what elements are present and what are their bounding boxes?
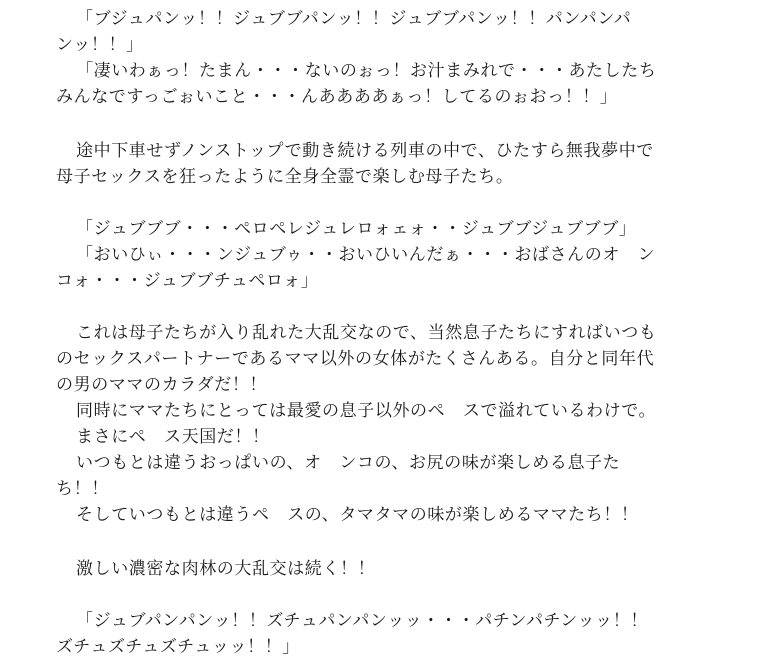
text-line: 「ジュブパンパンッ！！ズチュパンパンッッ・・・パチンパチンッッ！！	[76, 611, 648, 631]
text-line: の男のママのカラダだ！！	[56, 375, 268, 395]
text-line: 「ブジュパンッ！！ジュブブパンッ！！ジュブブパンッ！！パンパンパ	[76, 9, 632, 29]
text-line: これは母子たちが入り乱れた大乱交なので、当然息子たちにすればいつも	[76, 323, 657, 343]
text-line: 同時にママたちにとっては最愛の息子以外のペ スで溢れているわけで。	[76, 401, 657, 421]
text-line: ち！！	[56, 479, 109, 499]
text-line: いつもとは違うおっぱいの、オ ンコの、お尻の味が楽しめる息子た	[76, 453, 621, 473]
text-line: 母子セックスを狂ったように全身全霊で楽しむ母子たち。	[56, 167, 514, 187]
text-line: のセックスパートナーであるママ以外の女体がたくさんある。自分と同年代	[56, 349, 655, 369]
text-line: ンッ！！」	[56, 35, 144, 55]
text-line: そしていつもとは違うペ スの、タマタマの味が楽しめるママたち！！	[76, 505, 639, 525]
text-line: ズチュズチュズチュッッ！！」	[56, 637, 300, 657]
text-line: まさにペ ス天国だ！！	[76, 427, 270, 447]
text-line: 「おいひぃ・・・ンジュブゥ・・おいひいんだぁ・・・おばさんのオ ン	[76, 245, 656, 265]
text-line: コォ・・・ジュブブチュペロォ」	[56, 271, 319, 291]
text-line: みんなですっごぉいこと・・・んああああぁっ！してるのぉおっ！！」	[56, 87, 618, 107]
text-line: 激しい濃密な肉林の大乱交は続く！！	[76, 559, 376, 579]
text-line: 「ジュブブブ・・・ペロペレジュレロォェォ・・ジュブブジュブブブ」	[76, 219, 637, 239]
text-line: 「凄いわぁっ！たまん・・・ないのぉっ！お汁まみれで・・・あたしたち	[76, 61, 657, 81]
text-line: 途中下車せずノンストップで動き続ける列車の中で、ひたすら無我夢中で	[76, 141, 654, 161]
